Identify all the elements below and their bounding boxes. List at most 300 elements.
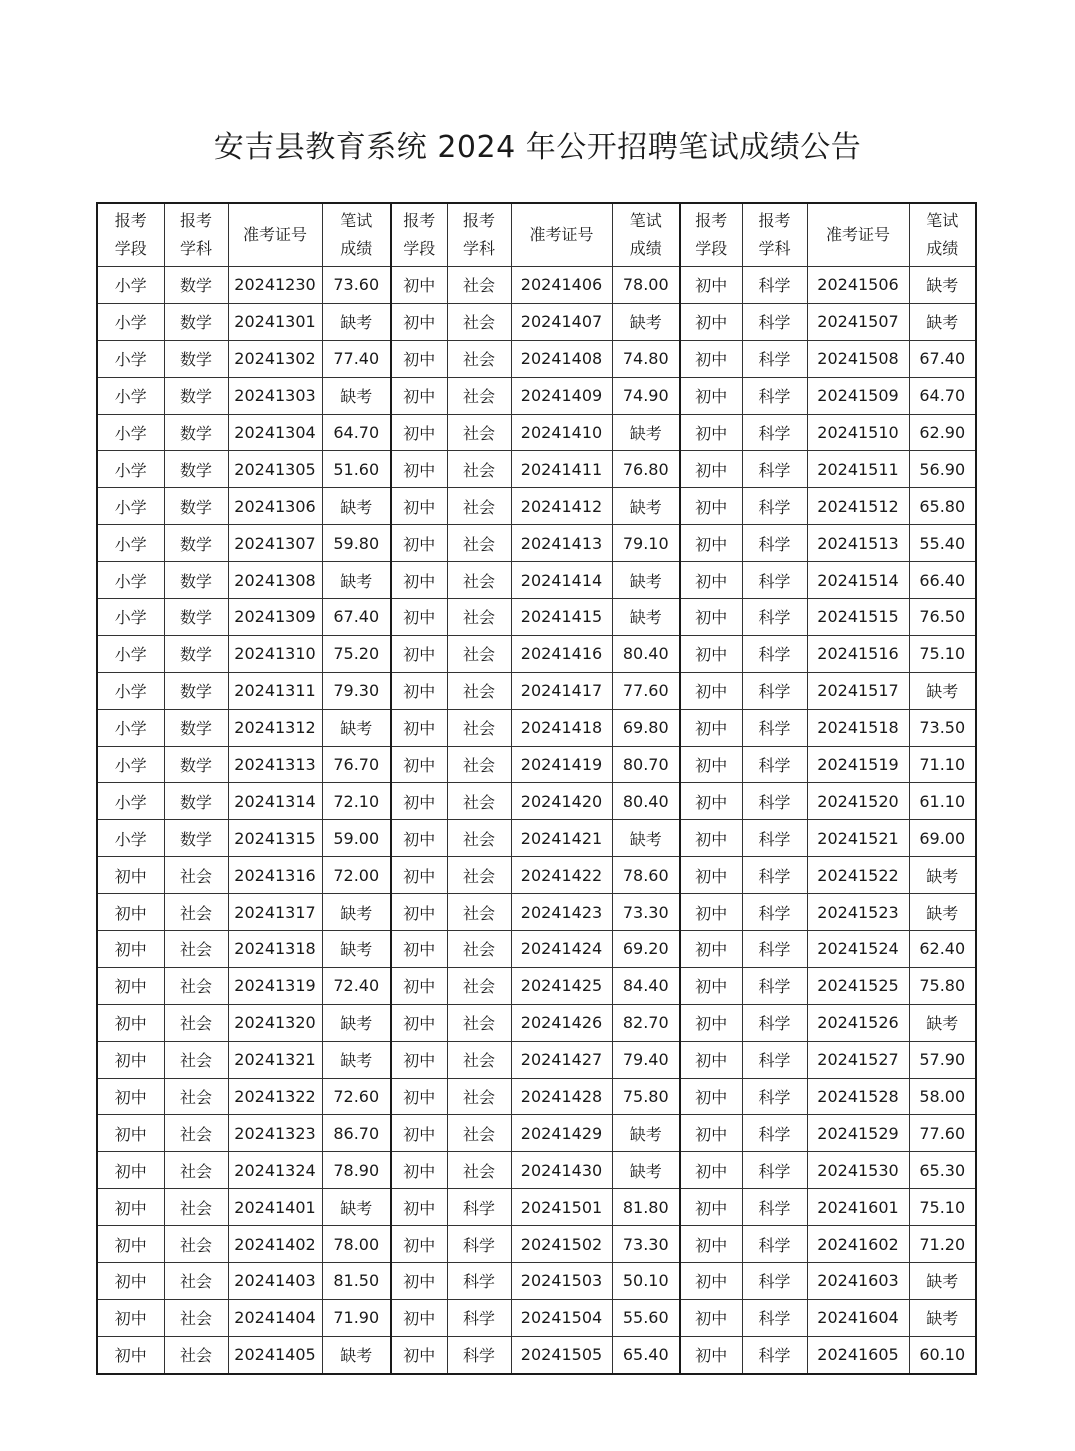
cell-score: 65.80 xyxy=(909,488,976,525)
cell-exam-id: 20241413 xyxy=(511,525,612,562)
cell-score: 71.10 xyxy=(909,746,976,783)
cell-exam-id: 20241515 xyxy=(807,599,909,636)
cell-score: 57.90 xyxy=(909,1041,976,1078)
cell-exam-id: 20241601 xyxy=(807,1189,909,1226)
cell-score: 80.70 xyxy=(612,746,680,783)
cell-subject: 科学 xyxy=(742,1004,807,1041)
cell-score: 64.70 xyxy=(322,414,391,451)
cell-score: 76.50 xyxy=(909,599,976,636)
cell-stage: 小学 xyxy=(97,525,164,562)
cell-score: 缺考 xyxy=(612,1152,680,1189)
cell-subject: 社会 xyxy=(164,1078,228,1115)
cell-exam-id: 20241310 xyxy=(228,635,322,672)
cell-exam-id: 20241509 xyxy=(807,377,909,414)
cell-stage: 初中 xyxy=(391,599,447,636)
cell-exam-id: 20241313 xyxy=(228,746,322,783)
cell-stage: 小学 xyxy=(97,746,164,783)
cell-score: 缺考 xyxy=(909,857,976,894)
cell-exam-id: 20241527 xyxy=(807,1041,909,1078)
cell-exam-id: 20241514 xyxy=(807,562,909,599)
cell-subject: 科学 xyxy=(742,1115,807,1152)
cell-stage: 初中 xyxy=(680,525,742,562)
cell-subject: 社会 xyxy=(164,931,228,968)
cell-score: 65.30 xyxy=(909,1152,976,1189)
cell-subject: 社会 xyxy=(164,1336,228,1373)
cell-subject: 科学 xyxy=(742,377,807,414)
cell-exam-id: 20241507 xyxy=(807,303,909,340)
cell-score: 69.80 xyxy=(612,709,680,746)
cell-stage: 初中 xyxy=(680,303,742,340)
cell-stage: 初中 xyxy=(680,1004,742,1041)
cell-score: 缺考 xyxy=(909,303,976,340)
cell-stage: 小学 xyxy=(97,709,164,746)
cell-subject: 科学 xyxy=(447,1299,511,1336)
cell-stage: 初中 xyxy=(680,562,742,599)
cell-subject: 社会 xyxy=(447,1115,511,1152)
cell-subject: 科学 xyxy=(742,488,807,525)
cell-stage: 初中 xyxy=(391,488,447,525)
cell-score: 82.70 xyxy=(612,1004,680,1041)
cell-stage: 初中 xyxy=(391,1336,447,1373)
cell-exam-id: 20241422 xyxy=(511,857,612,894)
table-row xyxy=(97,1189,976,1226)
cell-subject: 科学 xyxy=(742,894,807,931)
cell-subject: 数学 xyxy=(164,783,228,820)
cell-score: 缺考 xyxy=(612,303,680,340)
cell-exam-id: 20241314 xyxy=(228,783,322,820)
cell-stage: 初中 xyxy=(391,1078,447,1115)
cell-stage: 小学 xyxy=(97,635,164,672)
cell-subject: 科学 xyxy=(742,1152,807,1189)
cell-stage: 初中 xyxy=(680,672,742,709)
table-row xyxy=(97,377,976,414)
cell-exam-id: 20241522 xyxy=(807,857,909,894)
cell-score: 67.40 xyxy=(322,599,391,636)
cell-stage: 初中 xyxy=(391,783,447,820)
cell-exam-id: 20241513 xyxy=(807,525,909,562)
cell-stage: 初中 xyxy=(97,1299,164,1336)
cell-stage: 初中 xyxy=(391,820,447,857)
header-stage-line: 报考 xyxy=(114,211,147,230)
cell-stage: 初中 xyxy=(97,967,164,1004)
cell-subject: 数学 xyxy=(164,414,228,451)
header-stage-line: 学段 xyxy=(695,239,728,258)
cell-score: 59.80 xyxy=(322,525,391,562)
cell-exam-id: 20241503 xyxy=(511,1263,612,1300)
cell-score: 76.70 xyxy=(322,746,391,783)
cell-exam-id: 20241501 xyxy=(511,1189,612,1226)
table-row xyxy=(97,1336,976,1373)
cell-exam-id: 20241319 xyxy=(228,967,322,1004)
cell-stage: 初中 xyxy=(97,894,164,931)
cell-subject: 数学 xyxy=(164,820,228,857)
header-stage-line: 报考 xyxy=(695,211,728,230)
cell-subject: 社会 xyxy=(447,967,511,1004)
cell-score: 62.40 xyxy=(909,931,976,968)
cell-score: 74.80 xyxy=(612,340,680,377)
cell-stage: 初中 xyxy=(97,1004,164,1041)
cell-subject: 数学 xyxy=(164,488,228,525)
cell-score: 75.10 xyxy=(909,1189,976,1226)
cell-exam-id: 20241318 xyxy=(228,931,322,968)
table-row xyxy=(97,1078,976,1115)
cell-stage: 初中 xyxy=(97,1041,164,1078)
cell-score: 73.30 xyxy=(612,894,680,931)
header-subject-line: 报考 xyxy=(179,211,212,230)
cell-score: 84.40 xyxy=(612,967,680,1004)
cell-stage: 初中 xyxy=(391,746,447,783)
cell-stage: 初中 xyxy=(391,1189,447,1226)
cell-stage: 初中 xyxy=(680,746,742,783)
header-subject-line: 学科 xyxy=(462,239,495,258)
cell-subject: 社会 xyxy=(164,1152,228,1189)
header-stage-line: 学段 xyxy=(114,239,147,258)
cell-score: 79.40 xyxy=(612,1041,680,1078)
cell-subject: 科学 xyxy=(742,635,807,672)
cell-exam-id: 20241316 xyxy=(228,857,322,894)
cell-score: 缺考 xyxy=(909,267,976,304)
cell-exam-id: 20241409 xyxy=(511,377,612,414)
cell-stage: 初中 xyxy=(680,1226,742,1263)
cell-score: 78.00 xyxy=(322,1226,391,1263)
header-stage-line: 学段 xyxy=(403,239,436,258)
cell-subject: 科学 xyxy=(742,1226,807,1263)
cell-stage: 初中 xyxy=(680,1078,742,1115)
cell-stage: 初中 xyxy=(97,1263,164,1300)
cell-score: 62.90 xyxy=(909,414,976,451)
cell-score: 72.40 xyxy=(322,967,391,1004)
cell-exam-id: 20241605 xyxy=(807,1336,909,1373)
cell-score: 80.40 xyxy=(612,635,680,672)
cell-stage: 初中 xyxy=(680,635,742,672)
cell-exam-id: 20241511 xyxy=(807,451,909,488)
cell-score: 76.80 xyxy=(612,451,680,488)
cell-exam-id: 20241427 xyxy=(511,1041,612,1078)
table-row xyxy=(97,783,976,820)
table-header xyxy=(97,203,976,267)
cell-stage: 初中 xyxy=(391,635,447,672)
cell-subject: 社会 xyxy=(447,746,511,783)
cell-subject: 科学 xyxy=(742,1299,807,1336)
cell-score: 69.00 xyxy=(909,820,976,857)
cell-subject: 社会 xyxy=(447,488,511,525)
cell-exam-id: 20241408 xyxy=(511,340,612,377)
header-subject xyxy=(742,203,807,267)
cell-subject: 社会 xyxy=(164,967,228,1004)
table-row xyxy=(97,414,976,451)
cell-stage: 初中 xyxy=(680,857,742,894)
cell-stage: 初中 xyxy=(97,1189,164,1226)
cell-stage: 小学 xyxy=(97,488,164,525)
cell-score: 75.10 xyxy=(909,635,976,672)
cell-exam-id: 20241529 xyxy=(807,1115,909,1152)
header-subject-line: 学科 xyxy=(179,239,212,258)
header-score-line: 笔试 xyxy=(629,211,662,230)
cell-score: 73.30 xyxy=(612,1226,680,1263)
header-exam-id: 准考证号 xyxy=(807,203,909,267)
cell-subject: 社会 xyxy=(447,525,511,562)
cell-stage: 小学 xyxy=(97,451,164,488)
cell-score: 56.90 xyxy=(909,451,976,488)
header-stage xyxy=(97,203,164,267)
cell-stage: 初中 xyxy=(391,340,447,377)
cell-exam-id: 20241524 xyxy=(807,931,909,968)
cell-score: 78.90 xyxy=(322,1152,391,1189)
cell-subject: 数学 xyxy=(164,562,228,599)
table-row xyxy=(97,857,976,894)
cell-stage: 初中 xyxy=(680,967,742,1004)
cell-subject: 科学 xyxy=(447,1226,511,1263)
cell-score: 74.90 xyxy=(612,377,680,414)
table-row xyxy=(97,451,976,488)
cell-subject: 科学 xyxy=(742,562,807,599)
table-row xyxy=(97,1152,976,1189)
cell-score: 60.10 xyxy=(909,1336,976,1373)
cell-exam-id: 20241406 xyxy=(511,267,612,304)
cell-subject: 科学 xyxy=(742,414,807,451)
cell-stage: 初中 xyxy=(97,1078,164,1115)
cell-exam-id: 20241411 xyxy=(511,451,612,488)
cell-subject: 科学 xyxy=(742,1078,807,1115)
cell-subject: 科学 xyxy=(742,451,807,488)
cell-score: 77.60 xyxy=(612,672,680,709)
cell-stage: 小学 xyxy=(97,340,164,377)
header-exam-id: 准考证号 xyxy=(228,203,322,267)
cell-score: 缺考 xyxy=(322,377,391,414)
cell-stage: 初中 xyxy=(391,1226,447,1263)
cell-score: 缺考 xyxy=(909,894,976,931)
cell-stage: 初中 xyxy=(391,451,447,488)
cell-exam-id: 20241404 xyxy=(228,1299,322,1336)
cell-score: 缺考 xyxy=(612,488,680,525)
cell-exam-id: 20241516 xyxy=(807,635,909,672)
cell-exam-id: 20241312 xyxy=(228,709,322,746)
cell-subject: 科学 xyxy=(742,340,807,377)
cell-exam-id: 20241324 xyxy=(228,1152,322,1189)
cell-subject: 数学 xyxy=(164,709,228,746)
cell-exam-id: 20241306 xyxy=(228,488,322,525)
cell-subject: 数学 xyxy=(164,451,228,488)
cell-score: 59.00 xyxy=(322,820,391,857)
cell-exam-id: 20241320 xyxy=(228,1004,322,1041)
cell-score: 75.20 xyxy=(322,635,391,672)
cell-stage: 初中 xyxy=(391,414,447,451)
cell-exam-id: 20241424 xyxy=(511,931,612,968)
table-row xyxy=(97,746,976,783)
cell-subject: 社会 xyxy=(164,1263,228,1300)
cell-stage: 初中 xyxy=(391,1004,447,1041)
table-row xyxy=(97,1004,976,1041)
cell-score: 86.70 xyxy=(322,1115,391,1152)
cell-exam-id: 20241429 xyxy=(511,1115,612,1152)
table-row xyxy=(97,488,976,525)
cell-exam-id: 20241526 xyxy=(807,1004,909,1041)
cell-score: 缺考 xyxy=(612,820,680,857)
cell-stage: 初中 xyxy=(97,1336,164,1373)
cell-exam-id: 20241407 xyxy=(511,303,612,340)
cell-stage: 初中 xyxy=(391,303,447,340)
cell-score: 73.60 xyxy=(322,267,391,304)
cell-subject: 社会 xyxy=(447,635,511,672)
cell-subject: 社会 xyxy=(447,931,511,968)
cell-stage: 初中 xyxy=(680,1152,742,1189)
cell-score: 81.50 xyxy=(322,1263,391,1300)
cell-subject: 社会 xyxy=(164,1226,228,1263)
cell-stage: 小学 xyxy=(97,562,164,599)
cell-score: 75.80 xyxy=(909,967,976,1004)
cell-stage: 小学 xyxy=(97,303,164,340)
header-subject-line: 报考 xyxy=(462,211,495,230)
cell-exam-id: 20241308 xyxy=(228,562,322,599)
cell-exam-id: 20241505 xyxy=(511,1336,612,1373)
cell-subject: 社会 xyxy=(164,1004,228,1041)
cell-score: 78.00 xyxy=(612,267,680,304)
cell-exam-id: 20241504 xyxy=(511,1299,612,1336)
cell-subject: 科学 xyxy=(742,931,807,968)
cell-stage: 初中 xyxy=(680,931,742,968)
cell-subject: 科学 xyxy=(742,746,807,783)
cell-score: 55.40 xyxy=(909,525,976,562)
cell-score: 缺考 xyxy=(612,1115,680,1152)
cell-score: 缺考 xyxy=(909,1299,976,1336)
cell-exam-id: 20241425 xyxy=(511,967,612,1004)
cell-exam-id: 20241410 xyxy=(511,414,612,451)
header-score-line: 成绩 xyxy=(926,239,959,258)
cell-subject: 科学 xyxy=(742,857,807,894)
cell-subject: 社会 xyxy=(447,1078,511,1115)
header-exam-id: 准考证号 xyxy=(511,203,612,267)
cell-subject: 数学 xyxy=(164,377,228,414)
cell-exam-id: 20241520 xyxy=(807,783,909,820)
cell-score: 71.20 xyxy=(909,1226,976,1263)
table-row xyxy=(97,894,976,931)
cell-stage: 初中 xyxy=(97,931,164,968)
table-row xyxy=(97,709,976,746)
header-subject xyxy=(447,203,511,267)
cell-exam-id: 20241420 xyxy=(511,783,612,820)
cell-subject: 数学 xyxy=(164,635,228,672)
cell-stage: 初中 xyxy=(680,267,742,304)
cell-subject: 数学 xyxy=(164,672,228,709)
cell-score: 77.60 xyxy=(909,1115,976,1152)
header-stage xyxy=(680,203,742,267)
cell-score: 缺考 xyxy=(322,488,391,525)
table-body xyxy=(97,267,976,1374)
cell-score: 51.60 xyxy=(322,451,391,488)
cell-subject: 数学 xyxy=(164,303,228,340)
cell-stage: 初中 xyxy=(391,967,447,1004)
cell-subject: 社会 xyxy=(164,894,228,931)
cell-stage: 初中 xyxy=(680,599,742,636)
cell-stage: 初中 xyxy=(391,1299,447,1336)
cell-subject: 科学 xyxy=(742,599,807,636)
cell-subject: 社会 xyxy=(164,1041,228,1078)
cell-exam-id: 20241430 xyxy=(511,1152,612,1189)
cell-stage: 初中 xyxy=(680,820,742,857)
cell-stage: 初中 xyxy=(391,709,447,746)
cell-exam-id: 20241307 xyxy=(228,525,322,562)
cell-subject: 社会 xyxy=(164,857,228,894)
cell-stage: 初中 xyxy=(391,377,447,414)
header-score-line: 笔试 xyxy=(926,211,959,230)
cell-exam-id: 20241322 xyxy=(228,1078,322,1115)
cell-stage: 小学 xyxy=(97,783,164,820)
cell-subject: 科学 xyxy=(742,783,807,820)
cell-score: 缺考 xyxy=(612,414,680,451)
cell-subject: 社会 xyxy=(447,1041,511,1078)
cell-subject: 社会 xyxy=(447,1004,511,1041)
header-subject-line: 报考 xyxy=(758,211,791,230)
cell-stage: 初中 xyxy=(680,1189,742,1226)
cell-subject: 社会 xyxy=(164,1115,228,1152)
cell-exam-id: 20241415 xyxy=(511,599,612,636)
cell-stage: 小学 xyxy=(97,599,164,636)
header-score xyxy=(612,203,680,267)
table-row xyxy=(97,562,976,599)
cell-subject: 科学 xyxy=(447,1263,511,1300)
cell-score: 缺考 xyxy=(909,1004,976,1041)
cell-exam-id: 20241528 xyxy=(807,1078,909,1115)
table-row xyxy=(97,672,976,709)
cell-exam-id: 20241508 xyxy=(807,340,909,377)
header-score-line: 成绩 xyxy=(629,239,662,258)
cell-exam-id: 20241301 xyxy=(228,303,322,340)
cell-score: 61.10 xyxy=(909,783,976,820)
header-subject xyxy=(164,203,228,267)
table-row xyxy=(97,1226,976,1263)
cell-exam-id: 20241530 xyxy=(807,1152,909,1189)
cell-stage: 初中 xyxy=(680,377,742,414)
table-row xyxy=(97,967,976,1004)
cell-score: 72.10 xyxy=(322,783,391,820)
cell-subject: 数学 xyxy=(164,525,228,562)
cell-exam-id: 20241517 xyxy=(807,672,909,709)
cell-subject: 科学 xyxy=(742,1263,807,1300)
table-row xyxy=(97,635,976,672)
cell-exam-id: 20241523 xyxy=(807,894,909,931)
cell-exam-id: 20241311 xyxy=(228,672,322,709)
cell-score: 缺考 xyxy=(322,303,391,340)
cell-exam-id: 20241419 xyxy=(511,746,612,783)
cell-score: 58.00 xyxy=(909,1078,976,1115)
cell-exam-id: 20241304 xyxy=(228,414,322,451)
cell-stage: 初中 xyxy=(97,1152,164,1189)
cell-exam-id: 20241317 xyxy=(228,894,322,931)
cell-stage: 初中 xyxy=(391,1041,447,1078)
cell-subject: 社会 xyxy=(447,599,511,636)
header-score-line: 成绩 xyxy=(340,239,373,258)
cell-subject: 社会 xyxy=(164,1299,228,1336)
cell-exam-id: 20241519 xyxy=(807,746,909,783)
cell-stage: 初中 xyxy=(391,894,447,931)
cell-score: 69.20 xyxy=(612,931,680,968)
cell-stage: 初中 xyxy=(680,1115,742,1152)
cell-exam-id: 20241603 xyxy=(807,1263,909,1300)
page-title: 安吉县教育系统 2024 年公开招聘笔试成绩公告 xyxy=(213,130,862,165)
cell-stage: 初中 xyxy=(97,1226,164,1263)
table-row xyxy=(97,599,976,636)
cell-subject: 社会 xyxy=(447,377,511,414)
cell-stage: 初中 xyxy=(391,672,447,709)
cell-stage: 初中 xyxy=(391,1152,447,1189)
cell-exam-id: 20241512 xyxy=(807,488,909,525)
cell-score: 65.40 xyxy=(612,1336,680,1373)
cell-subject: 科学 xyxy=(447,1189,511,1226)
cell-stage: 初中 xyxy=(391,562,447,599)
table-row xyxy=(97,1115,976,1152)
cell-score: 缺考 xyxy=(322,1336,391,1373)
cell-exam-id: 20241302 xyxy=(228,340,322,377)
